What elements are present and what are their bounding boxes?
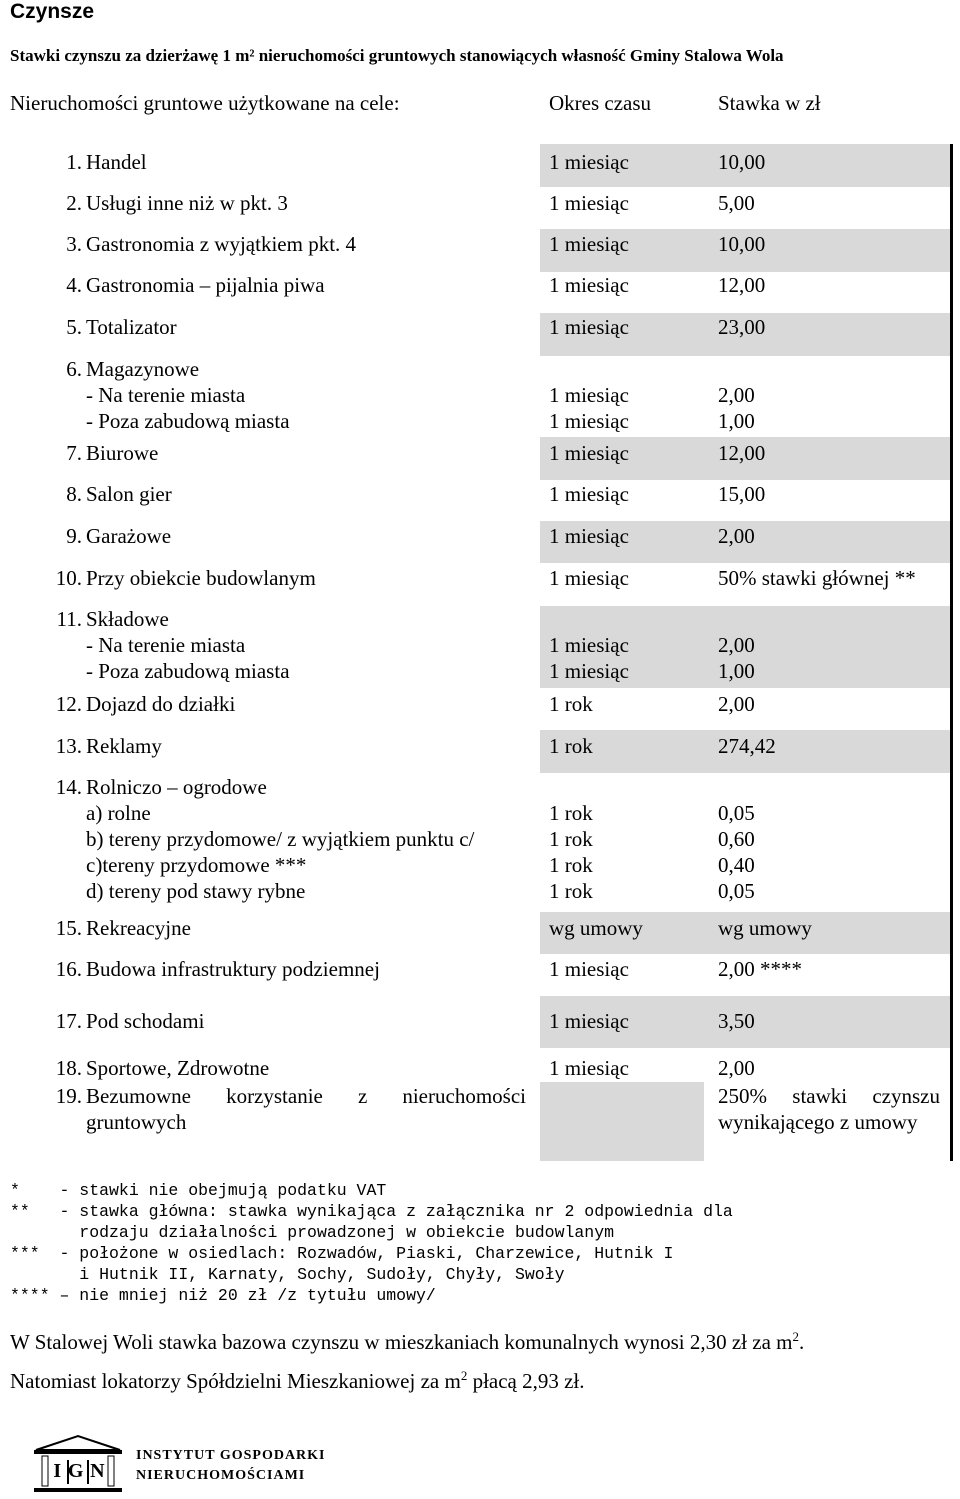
row-rate: 2,00 <box>718 692 755 716</box>
row-sub-label: - Na terenie miasta <box>86 383 246 407</box>
row-rate: 250% stawki czynszu <box>718 1084 940 1108</box>
row-period: 1 miesiąc <box>549 1056 629 1080</box>
row-label: Rekreacyjne <box>86 916 191 940</box>
row-sub-period: 1 rok <box>549 827 593 851</box>
row-number: 5. <box>66 315 82 339</box>
row-label: Przy obiekcie budowlanym <box>86 566 316 590</box>
row-number: 3. <box>66 232 82 256</box>
ign-logo: I G N <box>28 1434 128 1499</box>
footnote: **** – nie mniej niż 20 zł /z tytułu umowy/ <box>10 1286 436 1305</box>
row-sub-label: - Poza zabudową miasta <box>86 409 290 433</box>
note-cooperative-rent: Natomiast lokatorzy Spółdzielni Mieszkaniowej za $m^2$ płacą 2,93 zł. <box>10 1368 585 1393</box>
row-rate: 12,00 <box>718 441 766 465</box>
row-label: Garażowe <box>86 524 172 548</box>
row-sub-rate: 2,00 <box>718 633 755 657</box>
row-rate: 2,00 <box>718 524 755 548</box>
row-rate-line2: wynikającego z umowy <box>718 1110 918 1134</box>
row-sub-label: - Na terenie miasta <box>86 633 246 657</box>
row-number: 10. <box>55 566 82 590</box>
row-label: Składowe <box>86 607 169 631</box>
row-label: Reklamy <box>86 734 162 758</box>
row-sub-rate: 0,05 <box>718 879 755 903</box>
row-sub-label: d) tereny pod stawy rybne <box>86 879 306 903</box>
row-sub-period: 1 miesiąc <box>549 409 629 433</box>
row-sub-rate: 1,00 <box>718 659 755 683</box>
row-period: 1 miesiąc <box>549 191 629 215</box>
row-sub-rate: 0,05 <box>718 801 755 825</box>
row-period: 1 rok <box>549 734 593 758</box>
row-sub-period: 1 rok <box>549 853 593 877</box>
row-number: 1. <box>66 150 82 174</box>
row-sub-period: 1 miesiąc <box>549 659 629 683</box>
row-number: 15. <box>55 916 82 940</box>
row-rate: 12,00 <box>718 273 766 297</box>
page-title: Czynsze <box>10 0 95 23</box>
row-sub-label: c)tereny przydomowe *** <box>86 853 307 877</box>
row-label: Totalizator <box>86 315 177 339</box>
page-subtitle: Stawki czynszu za dzierżawę 1 m² nieruchomości gruntowych stanowiących własność Gminy Stalowa Wola <box>10 46 784 65</box>
row-label: Magazynowe <box>86 357 200 381</box>
row-rate: 2,00 **** <box>718 957 802 981</box>
row-number: 19. <box>55 1084 82 1108</box>
row-number: 14. <box>55 775 82 799</box>
footnote: * - stawki nie obejmują podatku VAT <box>10 1181 387 1200</box>
row-rate: 274,42 <box>718 734 776 758</box>
row-number: 6. <box>66 357 82 381</box>
row-label: Rolniczo – ogrodowe <box>86 775 267 799</box>
footnote: i Hutnik II, Karnaty, Sochy, Sudoły, Chyły, Swoły <box>10 1265 565 1284</box>
header-rate: Stawka w zł <box>718 91 821 115</box>
row-period: 1 miesiąc <box>549 524 629 548</box>
row-period: wg umowy <box>549 916 643 940</box>
row-number: 7. <box>66 441 82 465</box>
row-number: 4. <box>66 273 82 297</box>
row-label: Usługi inne niż w pkt. 3 <box>86 191 288 215</box>
footnote: rodzaju działalności prowadzonej w obiekcie budowlanym <box>10 1223 614 1242</box>
row-sub-period: 1 miesiąc <box>549 633 629 657</box>
row-label: Budowa infrastruktury podziemnej <box>86 957 380 981</box>
row-period: 1 miesiąc <box>549 1009 629 1033</box>
row-sub-rate: 0,40 <box>718 853 755 877</box>
header-use: Nieruchomości gruntowe użytkowane na cele: <box>10 91 400 115</box>
row-sub-rate: 0,60 <box>718 827 755 851</box>
row-period: 1 miesiąc <box>549 441 629 465</box>
row-rate: 10,00 <box>718 232 766 256</box>
logo-text-line1: INSTYTUT GOSPODARKI <box>136 1448 326 1463</box>
row-rate: wg umowy <box>718 916 812 940</box>
table-right-border <box>950 144 953 1161</box>
row-label: Gastronomia – pijalnia piwa <box>86 273 325 297</box>
row-period: 1 miesiąc <box>549 273 629 297</box>
row-number: 8. <box>66 482 82 506</box>
row-number: 12. <box>55 692 82 716</box>
row-rate: 10,00 <box>718 150 766 174</box>
row-number: 13. <box>55 734 82 758</box>
row-number: 18. <box>55 1056 82 1080</box>
row-rate: 2,00 <box>718 1056 755 1080</box>
row-label: Handel <box>86 150 147 174</box>
row-period: 1 miesiąc <box>549 566 629 590</box>
row-rate: 5,00 <box>718 191 755 215</box>
row-rate: 15,00 <box>718 482 766 506</box>
row-number: 17. <box>55 1009 82 1033</box>
row-period: 1 miesiąc <box>549 315 629 339</box>
row-label: Bezumowne korzystanie z nieruchomości <box>86 1084 526 1108</box>
row-sub-label: - Poza zabudową miasta <box>86 659 290 683</box>
footnote: *** - położone w osiedlach: Rozwadów, Piaski, Charzewice, Hutnik I <box>10 1244 674 1263</box>
row-number: 16. <box>55 957 82 981</box>
row-rate: 23,00 <box>718 315 766 339</box>
note-base-rent: W Stalowej Woli stawka bazowa czynszu w mieszkaniach komunalnych wynosi 2,30 zł za $m^2$. <box>10 1329 805 1354</box>
row-label-line2: gruntowych <box>86 1110 187 1134</box>
row-rate: 50% stawki głównej ** <box>718 566 916 590</box>
row-period: 1 rok <box>549 692 593 716</box>
row-label: Gastronomia z wyjątkiem pkt. 4 <box>86 232 357 256</box>
row-sub-period: 1 rok <box>549 801 593 825</box>
row-number: 11. <box>56 607 82 631</box>
row-label: Biurowe <box>86 441 159 465</box>
row-period: 1 miesiąc <box>549 150 629 174</box>
row-sub-rate: 2,00 <box>718 383 755 407</box>
row-sub-rate: 1,00 <box>718 409 755 433</box>
row-sub-period: 1 rok <box>549 879 593 903</box>
row-period: 1 miesiąc <box>549 957 629 981</box>
row-number: 2. <box>66 191 82 215</box>
row-period: 1 miesiąc <box>549 482 629 506</box>
row-sub-label: b) tereny przydomowe/ z wyjątkiem punktu c/ <box>86 827 475 851</box>
row-label: Pod schodami <box>86 1009 205 1033</box>
row-sub-label: a) rolne <box>86 801 151 825</box>
row-sub-period: 1 miesiąc <box>549 383 629 407</box>
footnote: ** - stawka główna: stawka wynikająca z załącznika nr 2 odpowiednia dla <box>10 1202 733 1221</box>
header-period: Okres czasu <box>549 91 652 115</box>
logo-text-line2: NIERUCHOMOŚCIAMI <box>136 1468 306 1483</box>
row-number: 9. <box>66 524 82 548</box>
row-period: 1 miesiąc <box>549 232 629 256</box>
rate-row-bg <box>540 1082 704 1161</box>
row-label: Dojazd do działki <box>86 692 236 716</box>
row-label: Sportowe, Zdrowotne <box>86 1056 270 1080</box>
row-label: Salon gier <box>86 482 172 506</box>
row-rate: 3,50 <box>718 1009 755 1033</box>
